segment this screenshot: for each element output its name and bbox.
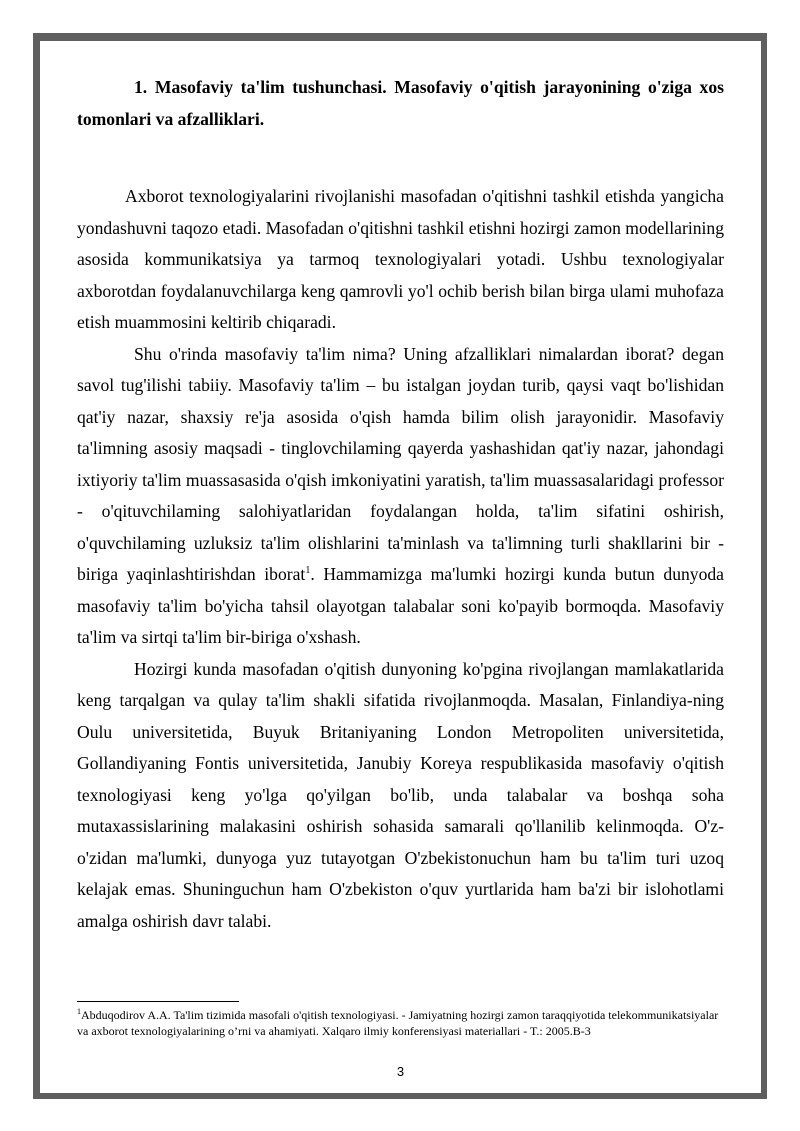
- paragraph-1: Axborot texnologiyalarini rivojlanishi masofadan o'qitishni tashkil etishda yangicha yondashuvni taqozo etadi. Masofadan o'qitishni tashkil etishni hozirgi zamon modellarining asosida kommunikatsiya ya tarmoq texnologiyalari yotadi. Ushbu texnologiyalar axborotdan foydalanuvchilarga keng qamrovli yo'l ochib berish bilan birga ulami muhofaza etish muammosini keltirib chiqaradi.: [77, 186, 724, 332]
- section-heading: 1. Masofaviy ta'lim tushunchasi. Masofaviy o'qitish jarayonining o'ziga xos tomonlari va afzalliklari.: [77, 77, 724, 129]
- page-number: 3: [396, 1064, 405, 1079]
- page-content: [77, 71, 724, 937]
- paragraph-2-text-before: Shu o'rinda masofaviy ta'lim nima? Uning afzalliklari nimalardan iborat? degan savol tug'ilishi tabiiy. Masofaviy ta'lim – bu istalgan joydan turib, qaysi vaqt bo'lishidan qat'iy nazar, shaxsiy re'ja asosida o'qish hamda bilim olish jarayonidir. Masofaviy ta'limning asosiy maqsadi - tinglovchilaming qayerda yashashidan qat'iy nazar, jahondagi ixtiyoriy ta'lim muassasasida o'qish imkoniyatini yaratish, ta'lim muassasalaridagi professor - o'qituvchilaming salohiyatlaridan foydalangan holda, ta'lim sifatini oshirish, o'quvchilaming uzluksiz ta'lim olishlarini ta'minlash va ta'limning turli shakllarini bir - biriga yaqinlashtirishdan iborat: [77, 343, 724, 584]
- footnote-marker: 1: [77, 1007, 81, 1016]
- paragraph-2-text-after: . Hammamizga ma'lumki hozirgi kunda butun dunyoda masofaviy ta'lim bo'yicha tahsil olayotgan talabalar soni ko'payib bormoqda. Masofaviy ta'lim va sirtqi ta'lim bir-biriga o'xshash.: [77, 564, 724, 647]
- footnote: [77, 1007, 724, 1039]
- footnote-separator: [77, 1001, 239, 1002]
- paragraph-3: Hozirgi kunda masofadan o'qitish dunyoning ko'pgina rivojlangan mamlakatlarida keng tarqalgan va qulay ta'lim shakli sifatida rivojlanmoqda. Masalan, Finlandiya-ning Oulu universitetida, Buyuk Britaniyaning London Metropoliten universitetida, Gollandiyaning Fontis universitetida, Janubiy Koreya respublikasida masofaviy o'qitish texnologiyasi keng yo'lga qo'yilgan bo'lib, unda talabalar va boshqa soha mutaxassislarining malakasini oshirish sohasida samarali qo'llanilib kelinmoqda. O'z-o'zidan ma'lumki, dunyoga yuz tutayotgan O'zbekistonuchun ham bu ta'lim turi uzoq kelajak emas. Shuninguchun ham O'zbekiston o'quv yurtlarida ham ba'zi bir islohotlami amalga oshirish davr talabi.: [77, 658, 724, 931]
- footnote-text: Abduqodirov A.A. Ta'lim tizimida masofali o'qitish texnologiyasi. - Jamiyatning hozirgi zamon taraqqiyotida telekommunikatsiyalar va axborot texnologiyalarining o’rni va ahamiyati. Xalqaro ilmiy konferensiyasi materiallari - T.: 2005.B-3: [77, 1008, 719, 1038]
- footnote-reference: 1: [305, 565, 311, 577]
- paragraph-2: [77, 339, 724, 654]
- document-page: [40, 41, 761, 1093]
